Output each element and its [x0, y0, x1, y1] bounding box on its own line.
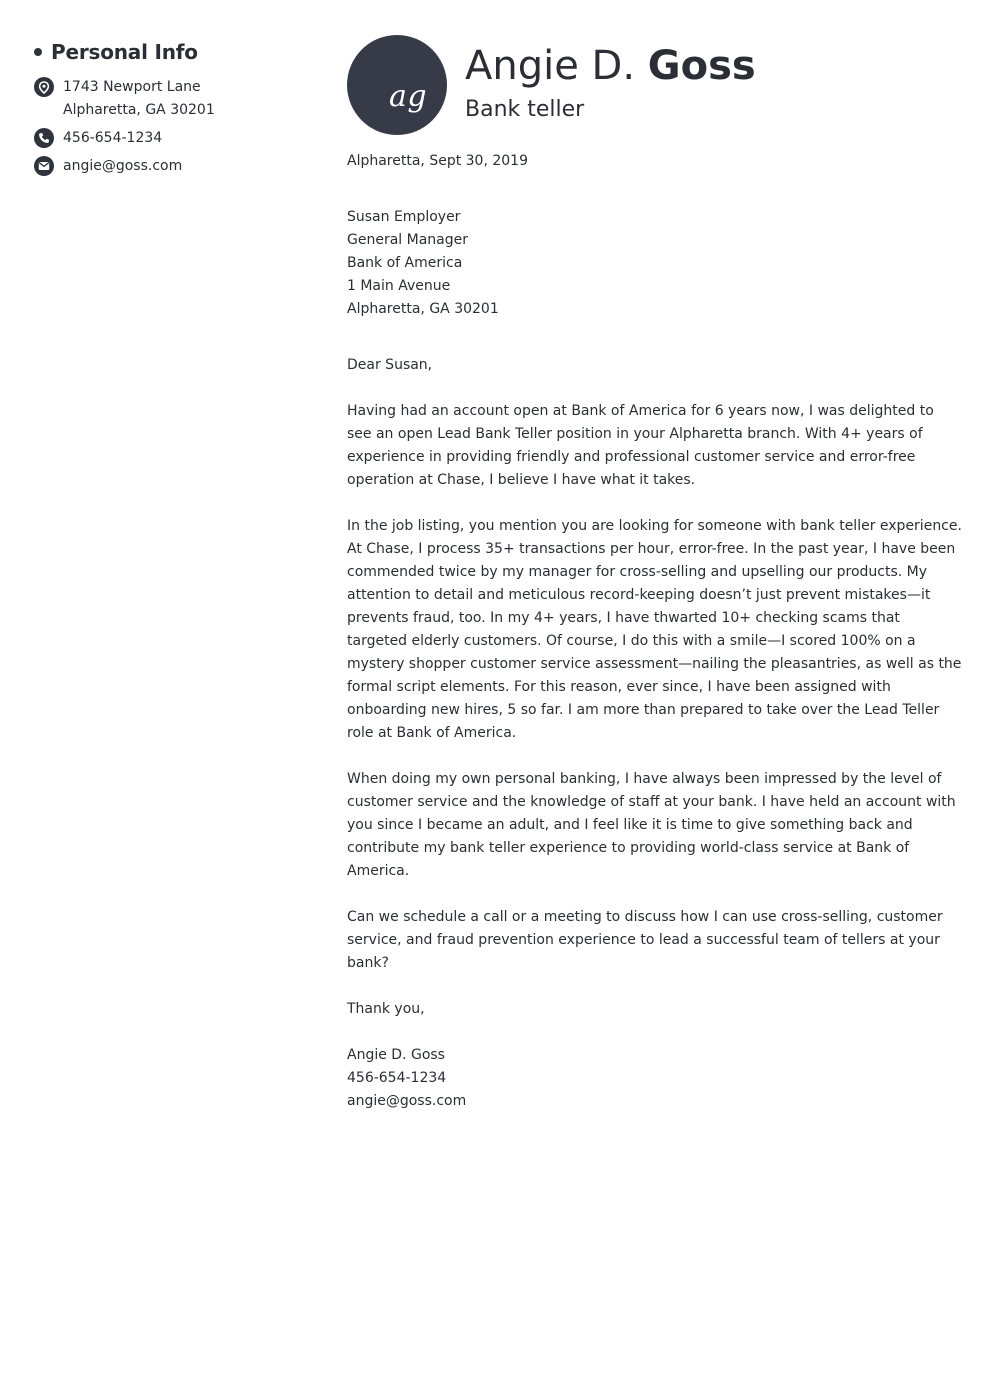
phone-text[interactable]: 456-654-1234 — [63, 130, 163, 146]
signature-email: angie@goss.com — [347, 1093, 467, 1109]
closing: Thank you, — [347, 1001, 425, 1017]
last-name: Goss — [647, 43, 756, 89]
job-title: Bank teller — [465, 97, 585, 122]
email-text[interactable]: angie@goss.com — [63, 158, 183, 174]
header — [347, 35, 957, 135]
sidebar — [34, 36, 324, 183]
signature-phone: 456-654-1234 — [347, 1070, 447, 1086]
signature-block — [347, 1044, 962, 1113]
section-title: Personal Info — [51, 40, 198, 64]
recipient-block — [347, 206, 962, 321]
body-paragraph: In the job listing, you mention you are looking for someone with bank teller experience. At Chase, I process 35+ transactions per hour, error-free. In the past year, I have been commended twice by my manager for cross-selling and upselling our products. My attention to detail and meticulous record-keeping doesn’t just prevent mistakes—it prevents fraud, too. In my 4+ years, I have thwarted 10+ checking scams that targeted elderly customers. Of course, I do this with a smile—I scored 100% on a mystery shopper customer service assessment—nailing the pleasantries, as well as the formal script elements. For this reason, ever since, I have been assigned with onboarding new hires, 5 so far. I am more than prepared to take over the Lead Teller role at Bank of America. — [347, 518, 962, 741]
body-paragraph: Can we schedule a call or a meeting to discuss how I can use cross-selling, customer service, and fraud prevention experience to lead a successful team of tellers at your bank? — [347, 909, 943, 971]
body-paragraph: Having had an account open at Bank of America for 6 years now, I was delighted to see an open Lead Bank Teller position in your Alpharetta branch. With 4+ years of experience in providing friendly and professional customer service and error-free operation at Chase, I believe I have what it takes. — [347, 403, 934, 488]
bullet-icon — [34, 48, 42, 56]
phone-icon — [34, 128, 54, 148]
recipient-street: 1 Main Avenue — [347, 278, 451, 294]
recipient-name: Susan Employer — [347, 209, 461, 225]
envelope-icon — [34, 156, 54, 176]
avatar-initials: ag — [389, 79, 428, 114]
full-name — [465, 41, 756, 91]
signature-name: Angie D. Goss — [347, 1047, 445, 1063]
contact-phone — [34, 127, 324, 150]
cover-letter-body — [347, 150, 962, 1113]
letter-date: Alpharetta, Sept 30, 2019 — [347, 153, 528, 169]
body-paragraph: When doing my own personal banking, I have always been impressed by the level of customer service and the knowledge of staff at your bank. I have held an account with you since I became an adult, and I feel like it is time to give something back and contribute my bank teller experience to providing world-class service at Bank of America. — [347, 771, 956, 879]
first-name: Angie D. — [465, 43, 636, 89]
personal-info-heading — [34, 36, 324, 68]
contact-email — [34, 155, 324, 178]
salutation: Dear Susan, — [347, 357, 433, 373]
address-text — [63, 76, 215, 122]
address-line-1: 1743 Newport Lane — [63, 79, 201, 95]
recipient-title: General Manager — [347, 232, 468, 248]
avatar — [347, 35, 447, 135]
contact-address — [34, 76, 324, 122]
address-line-2: Alpharetta, GA 30201 — [63, 102, 215, 118]
recipient-company: Bank of America — [347, 255, 463, 271]
recipient-city: Alpharetta, GA 30201 — [347, 301, 499, 317]
map-pin-icon — [34, 77, 54, 97]
